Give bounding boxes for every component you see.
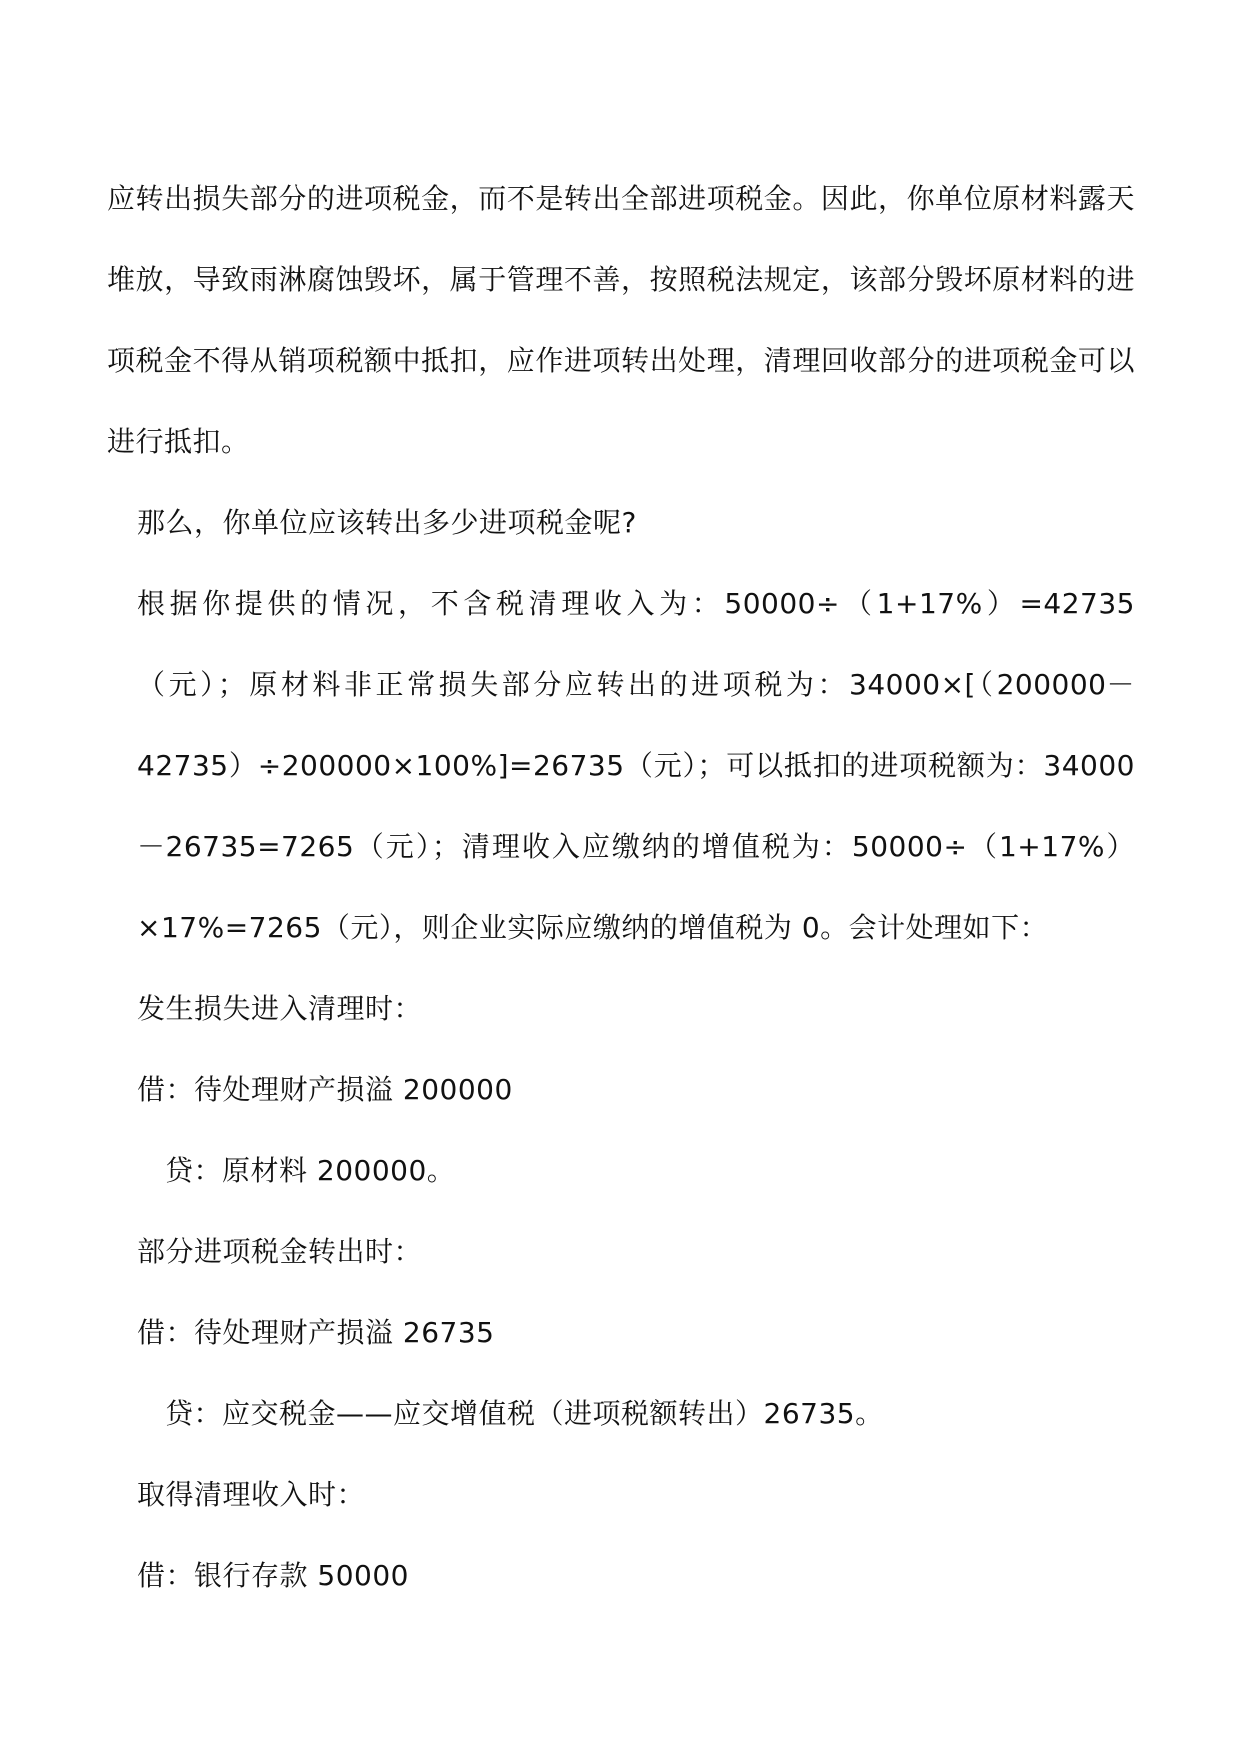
paragraph-calculation: 根据你提供的情况，不含税清理收入为：50000÷（1+17%）=42735（元）；原材料非正常损失部分应转出的进项税为：34000×[（200000－42735）÷200000×100%]=26735（元）；可以抵扣的进项税额为：34000－26735=7265（元）；清理收入应缴纳的增值税为：50000÷（1+17%）×17%=7265（元），则企业实际应缴纳的增值税为 0。会计处理如下： [137,587,1135,944]
document-body [107,158,1135,1616]
paragraph-explanation: 应转出损失部分的进项税金，而不是转出全部进项税金。因此，你单位原材料露天堆放，导致雨淋腐蚀毁坏，属于管理不善，按照税法规定，该部分毁坏原材料的进项税金不得从销项税额中抵扣，应作进项转出处理，清理回收部分的进项税金可以进行抵扣。 [107,182,1135,458]
paragraph-question: 那么，你单位应该转出多少进项税金呢? [137,506,637,539]
entry-debit-income: 借：银行存款 50000 [137,1559,409,1592]
entry-heading-loss: 发生损失进入清理时： [137,992,423,1025]
entry-heading-tax-transfer: 部分进项税金转出时： [137,1235,423,1268]
entry-heading-income: 取得清理收入时： [137,1478,366,1511]
entry-debit-tax-transfer: 借：待处理财产损溢 26735 [137,1316,495,1349]
entry-credit-loss: 贷：原材料 200000。 [165,1154,456,1187]
entry-debit-loss: 借：待处理财产损溢 200000 [137,1073,513,1106]
entry-credit-tax-transfer: 贷：应交税金——应交增值税（进项税额转出）26735。 [165,1397,884,1430]
